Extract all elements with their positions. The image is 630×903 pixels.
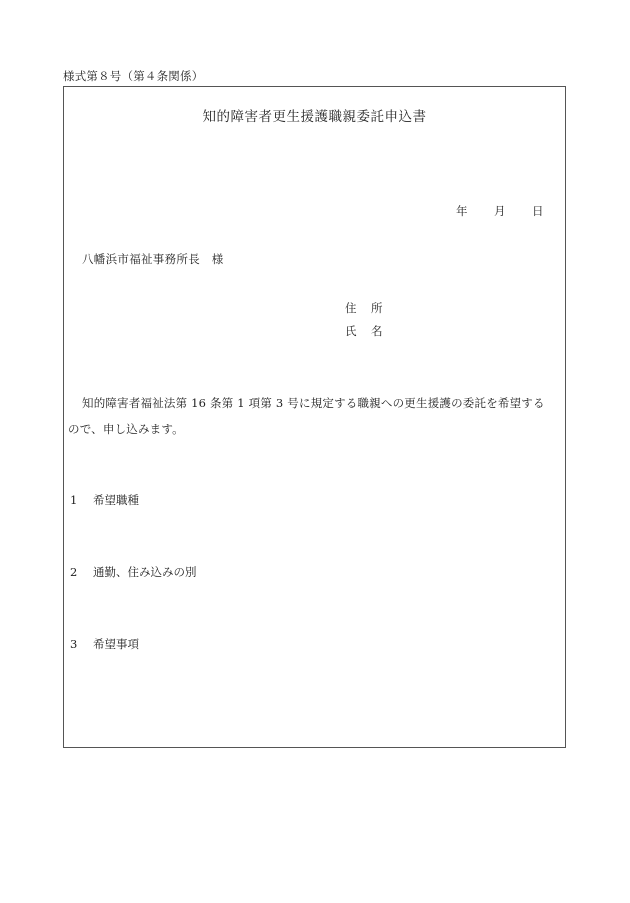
application-statement (64, 390, 567, 442)
address-label-char-1: 住 (345, 301, 357, 315)
item-number: 3 (70, 637, 78, 651)
form-title: 知的障害者更生援護職親委託申込書 (202, 109, 427, 125)
item-desired-occupation (70, 492, 139, 508)
address-label-char-2: 所 (371, 301, 383, 315)
statement-line-1: 知的障害者福祉法第 16 条第 1 項第 3 号に規定する職親への更生援護の委託を希望する (82, 396, 545, 410)
item-label: 希望職種 (93, 493, 139, 507)
statement-line-2: ので、申し込みます。 (68, 422, 184, 436)
item-commute-or-live-in (70, 564, 197, 580)
item-number: 2 (70, 565, 78, 579)
applicant-name-label (345, 323, 383, 339)
item-number: 1 (70, 493, 78, 507)
item-label: 通勤、住み込みの別 (93, 565, 197, 579)
date-day-label: 日 (532, 204, 544, 218)
date-month-label: 月 (494, 204, 506, 218)
date-year-label: 年 (456, 204, 468, 218)
item-requests (70, 636, 139, 652)
addressee: 八幡浜市福祉事務所長 様 (82, 252, 224, 266)
application-form-frame (63, 86, 566, 748)
name-label-char-2: 名 (371, 324, 383, 338)
applicant-address-label (345, 300, 383, 316)
form-number-label: 様式第８号（第４条関係） (63, 69, 204, 83)
item-label: 希望事項 (93, 637, 139, 651)
name-label-char-1: 氏 (345, 324, 357, 338)
